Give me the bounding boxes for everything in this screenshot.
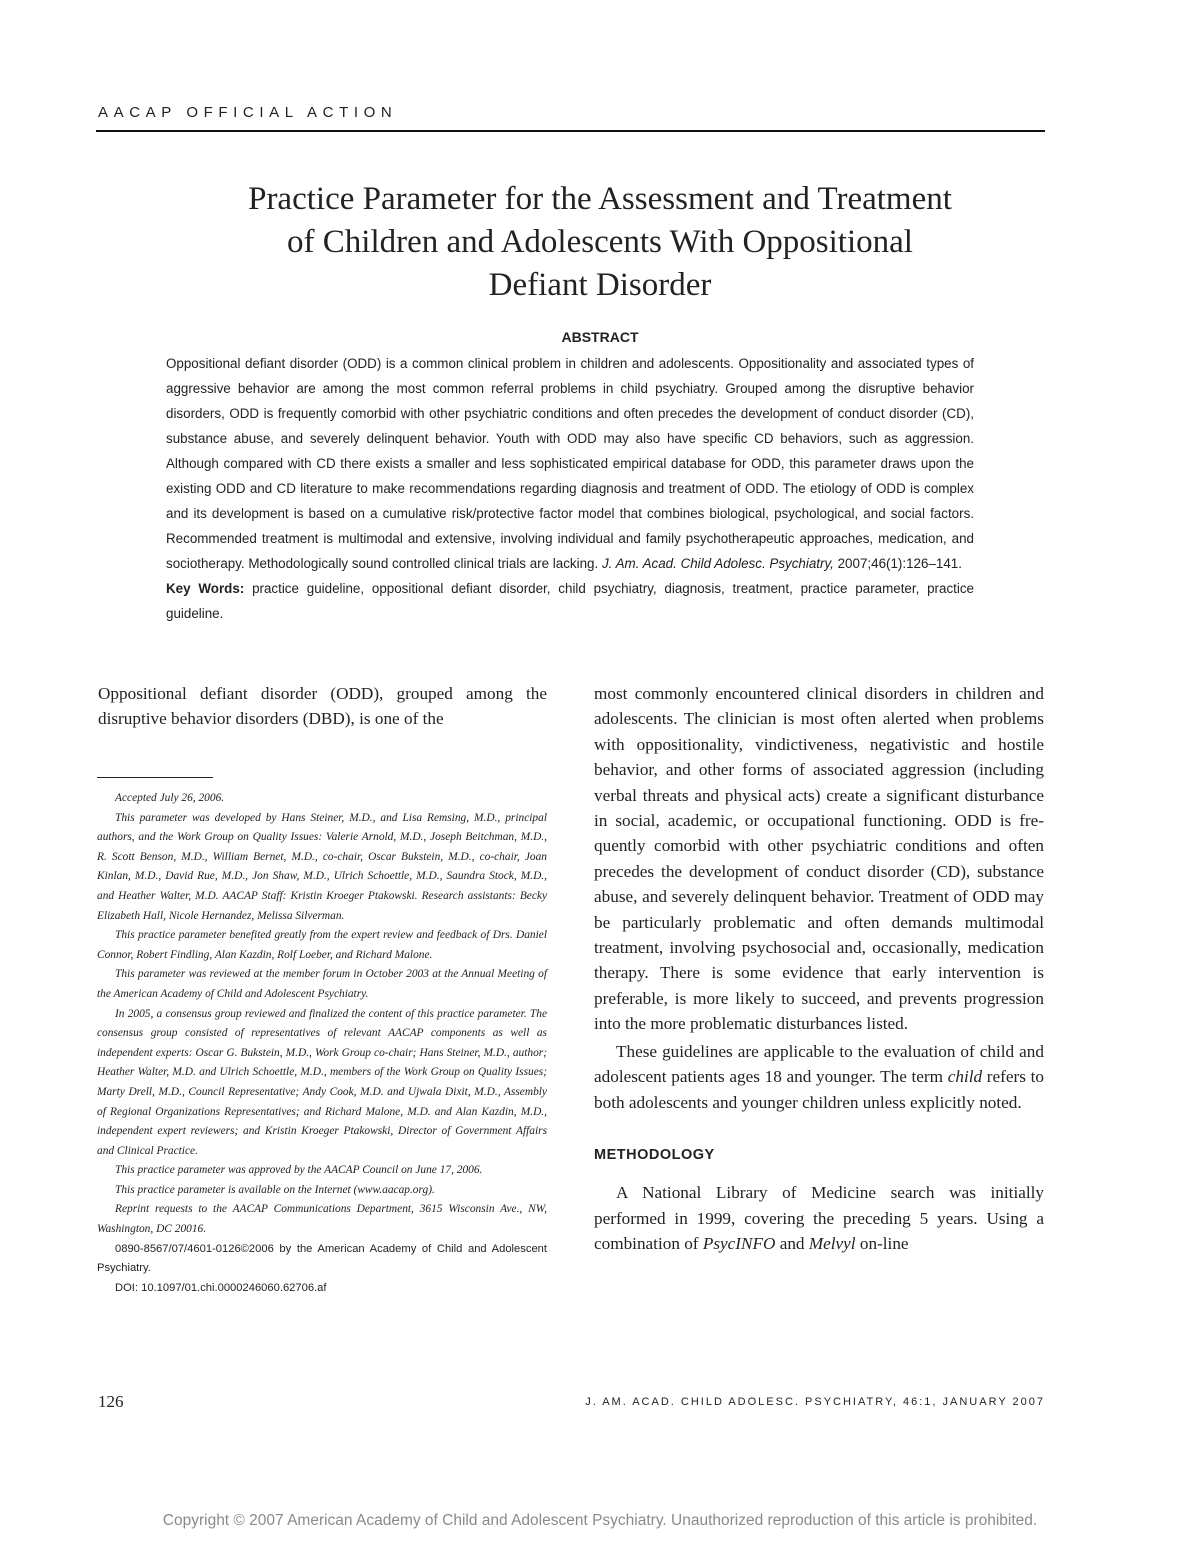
intro-paragraph-right: most commonly encountered clinical disorders in children and adolescents. The clinician is most often alerted when problems with oppositionality, vindictiveness, negativistic and hostile behavior, and other forms of associated aggression (including verbal threats and physical acts) create a significant disturbance in social, academic, or occupational functioning. ODD is frequently comorbid with other psychiatric conditions and often precedes the development of conduct disorder (CD), substance abuse, and severely delinquent behavior. Treatment of ODD may be particularly problematic and often demands multimodal treatment, involving psychosocial and, occasionally, medication therapy. There is some evidence that early intervention is preferable, is more likely to succeed, and prevents progression into the more problematic disturbances listed. [594,684,1044,1034]
abstract-citation-detail: 2007;46(1):126–141. [837,556,962,571]
methodology-text-b: on-line [859,1234,909,1254]
abstract-keywords [166,576,974,626]
article-title [100,178,1100,307]
applicability-text-a: These guidelines are applicable to the evaluation of child and adolescent patients ages 18 and younger. The term [594,1041,1044,1087]
methodology-db1: PsycINFO [702,1234,776,1254]
applicability-term: child [947,1067,983,1087]
applicability-text-b: refers to both adolescents and younger children unless explicitly noted. [594,1067,1044,1112]
footnote-copyright: 0890-8567/07/4601-0126©2006 by the American Academy of Child and Adolescent Psychiatry. [97,1242,547,1275]
abstract-text: Oppositional defiant disorder (ODD) is a common clinical problem in children and adolescents. Oppositionality and associated types of aggressive behavior are among the most common referral problems in child psychiatry. Grouped among the disruptive behavior disorders, ODD is frequently comorbid with other psychiatric conditions and often precedes the development of conduct disorder (CD), substance abuse, and severely delinquent behavior. Youth with ODD may also have specific CD behaviors, such as aggression. Although compared with CD there exists a smaller and less sophisticated empirical database for ODD, this parameter draws upon the existing ODD and CD literature to make recommendations regarding diagnosis and treatment of ODD. The etiology of ODD is complex and its development is based on a cumulative risk/protective factor model that combines biological, psychological, and social factors. Recommended treatment is multimodal and extensive, involving individual and family psychotherapeutic approaches, medication, and sociotherapy. Methodologically sound controlled clinical trials are lacking. [166,356,974,571]
footnote-benefited: This practice parameter benefited greatly from the expert review and feedback of Drs. Daniel Connor, Robert Findling, Alan Kazdin, Rolf Loeber, and Richard Malone. [97,929,547,961]
intro-paragraph-left: Oppositional defiant disorder (ODD), grouped among the disruptive behavior disorders (DBD), is one of the [98,684,547,729]
footnote-accepted: Accepted July 26, 2006. [115,792,225,804]
footnote-approved: This practice parameter was approved by the AACAP Council on June 17, 2006. [115,1164,483,1177]
abstract-heading: ABSTRACT [561,329,639,345]
footnote-developed: This parameter was developed by Hans Steiner, M.D., and Lisa Remsing, M.D., principal authors, and the Work Group on Quality Issues: Valerie Arnold, M.D., Joseph Beitchman, M.D., R. Scott Benson, M.D., William Bernet, M.D., co-chair, Oscar Bukstein, M.D., co-chair, Joan Kinlan, M.D., David Rue, M.D., Jon Shaw, M.D., Ulrich Schoettle, M.D., Saundra Stock, M.D., and Heather Walter, M.D. AACAP Staff: Kristin Kroeger Ptakowski. Research assistants: Becky Elizabeth Hall, Nicole Hernandez, Melissa Silverman. [97,811,547,922]
left-column [98,681,547,732]
right-column [594,681,1044,1257]
footnote-doi: DOI: 10.1097/01.chi.0000246060.62706.af [115,1281,327,1294]
keywords-label: Key Words: [166,581,245,596]
footnote-consensus: In 2005, a consensus group reviewed and finalized the content of this practice parameter. The consensus group consisted of representatives of relevant AACAP components as well as independent experts: Oscar G. Bukstein, M.D., Work Group co-chair; Hans Steiner, M.D., author; Heather Walter, M.D. and Ulrich Schoettle, M.D., members of the Work Group on Quality Issues; Marty Drell, M.D., Council Representative; Andy Cook, M.D. and Ujwala Dixit, M.D., Assembly of Regional Organizations Representatives; and Richard Malone, M.D. and Alan Kazdin, M.D., independent expert reviewers; and Kristin Kroeger Ptakowski, Director of Government Affairs and Clinical Practice. [97,1007,547,1157]
abstract-body [166,351,974,626]
footnote-available: This practice parameter is available on the Internet (www.aacap.org). [115,1183,435,1196]
footnote-rule [97,777,213,778]
title-line-3: Defiant Disorder [488,267,712,303]
section-label: AACAP OFFICIAL ACTION [98,104,398,121]
header-rule [96,130,1045,132]
keywords-text: practice guideline, oppositional defiant disorder, child psychiatry, diagnosis, treatment, practice parameter, practice guideline. [166,581,974,621]
title-line-1: Practice Parameter for the Assessment and Treatment [248,181,952,217]
copyright-notice: Copyright © 2007 American Academy of Child and Adolescent Psychiatry. Unauthorized reproduction of this article is prohibited. [162,1512,1038,1529]
footnote-reviewed: This parameter was reviewed at the member forum in October 2003 at the Annual Meeting of the American Academy of Child and Adolescent Psychiatry. [97,968,547,1000]
footnotes [97,789,547,1298]
page-number: 126 [98,1392,124,1411]
footnote-reprints: Reprint requests to the AACAP Communications Department, 3615 Wisconsin Ave., NW, Washington, DC 20016. [97,1203,547,1236]
methodology-heading: METHODOLOGY [594,1146,715,1163]
applicability-paragraph [594,1039,1044,1115]
abstract-citation: J. Am. Acad. Child Adolesc. Psychiatry, [601,556,834,571]
methodology-text-a: A National Library of Medicine search was initially performed in 1999, covering the preceding 5 years. Using a combination of [594,1183,1044,1254]
methodology-db2: Melvyl [808,1234,856,1254]
running-footer: J. AM. ACAD. CHILD ADOLESC. PSYCHIATRY, 46:1, JANUARY 2007 [585,1396,1045,1408]
methodology-paragraph [594,1180,1044,1256]
methodology-and: and [779,1234,805,1254]
title-line-2: of Children and Adolescents With Oppositional [287,224,913,260]
abstract-paragraph [166,351,974,576]
